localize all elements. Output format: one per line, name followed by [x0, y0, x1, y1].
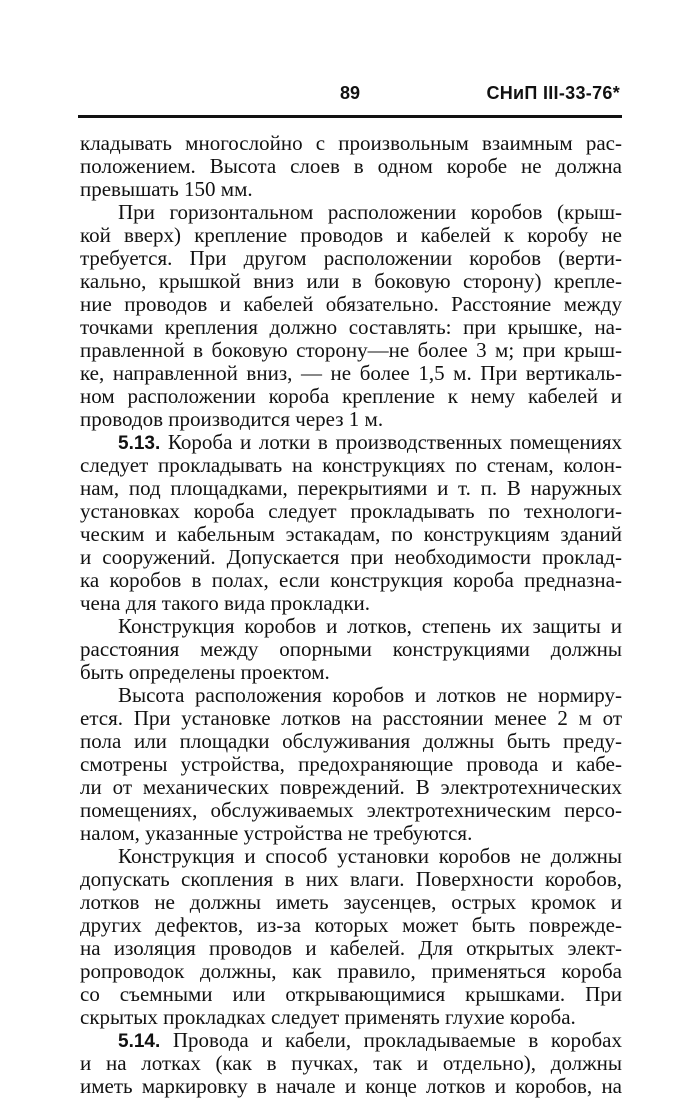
- text-line: При горизонтальном расположении коробов (крыш-: [118, 200, 622, 224]
- document-code: СНиП III-33-76*: [486, 83, 620, 103]
- section-5-14-first-line: [80, 1029, 622, 1052]
- text-line: со съемными или открывающимися крышками. При: [80, 982, 622, 1006]
- page-number: 89: [340, 83, 361, 103]
- text-line: помещениях, обслуживаемых электротехническим персо-: [80, 798, 622, 822]
- text-line: и на лотках (как в пучках, так и отдельно), должны: [80, 1051, 622, 1075]
- page-header: [78, 83, 620, 113]
- text-line: смотрены устройства, предохраняющие провода и кабе-: [80, 752, 622, 776]
- text-line: ропроводок должны, как правило, применяться короба: [80, 959, 622, 983]
- text-line: быть определены проектом.: [80, 660, 330, 684]
- text-line: ческим и кабельным эстакадам, по конструкциям зданий: [80, 522, 622, 546]
- text-line: ние проводов и кабелей обязательно. Расстояние между: [80, 292, 622, 316]
- text-fragment: Провода и кабели, прокладываемые в коробах: [172, 1028, 622, 1052]
- text-line: положением. Высота слоев в одном коробе не должна: [80, 154, 622, 178]
- text-line: кально, крышкой вниз или в боковую сторону) крепле-: [80, 269, 622, 293]
- section-number: 5.13.: [118, 433, 161, 454]
- text-line: допускать скопления в них влаги. Поверхности коробов,: [80, 867, 622, 891]
- text-line: Высота расположения коробов и лотков не нормиру-: [118, 683, 622, 707]
- text-line: Конструкция и способ установки коробов не должны: [118, 844, 622, 868]
- text-line: других дефектов, из-за которых может быть поврежде-: [80, 913, 622, 937]
- text-line: ется. При установке лотков на расстоянии менее 2 м от: [80, 706, 622, 730]
- text-line: иметь маркировку в начале и конце лотков и коробов, на: [80, 1074, 622, 1098]
- text-line: ли от механических повреждений. В электротехнических: [80, 775, 622, 799]
- text-line: лотков не должны иметь заусенцев, острых кромок и: [80, 890, 622, 914]
- section-5-13-first-line: [80, 431, 622, 454]
- text-line: ка коробов в полах, если конструкция короба предназна-: [80, 568, 622, 592]
- text-line: нам, под площадками, перекрытиями и т. п. В наружных: [80, 476, 622, 500]
- text-line: Конструкция коробов и лотков, степень их защиты и: [118, 614, 622, 638]
- text-line: чена для такого вида прокладки.: [80, 591, 371, 615]
- text-line: проводов производится через 1 м.: [80, 407, 384, 431]
- text-line: превышать 150 мм.: [80, 177, 253, 201]
- text-fragment: Короба и лотки в производственных помещениях: [167, 430, 623, 454]
- text-line: и сооружений. Допускается при необходимости проклад-: [80, 545, 622, 569]
- text-line: кладывать многослойно с произвольным взаимным рас-: [80, 131, 622, 155]
- text-line: установках короба следует прокладывать по технологи-: [80, 499, 622, 523]
- header-divider: [78, 115, 622, 118]
- text-line: следует прокладывать на конструкциях по стенам, колон-: [80, 453, 622, 477]
- text-line: налом, указанные устройства не требуются.: [80, 821, 473, 845]
- body-text: [80, 132, 622, 1098]
- text-line: расстояния между опорными конструкциями должны: [80, 637, 622, 661]
- section-number: 5.14.: [118, 1031, 161, 1052]
- text-line: ке, направленной вниз, — не более 1,5 м. При вертикаль-: [80, 361, 622, 385]
- text-line: на изоляция проводов и кабелей. Для открытых элект-: [80, 936, 622, 960]
- text-line: пола или площадки обслуживания должны быть преду-: [80, 729, 622, 753]
- text-line: кой вверх) крепление проводов и кабелей к коробу не: [80, 223, 622, 247]
- text-line: точками крепления должно составлять: при крышке, на-: [80, 315, 622, 339]
- text-line: требуется. При другом расположении коробов (верти-: [80, 246, 622, 270]
- text-line: ном расположении короба крепление к нему кабелей и: [80, 384, 622, 408]
- text-line: скрытых прокладках следует применять глухие короба.: [80, 1005, 576, 1029]
- text-line: правленной в боковую сторону—не более 3 м; при крыш-: [80, 338, 622, 362]
